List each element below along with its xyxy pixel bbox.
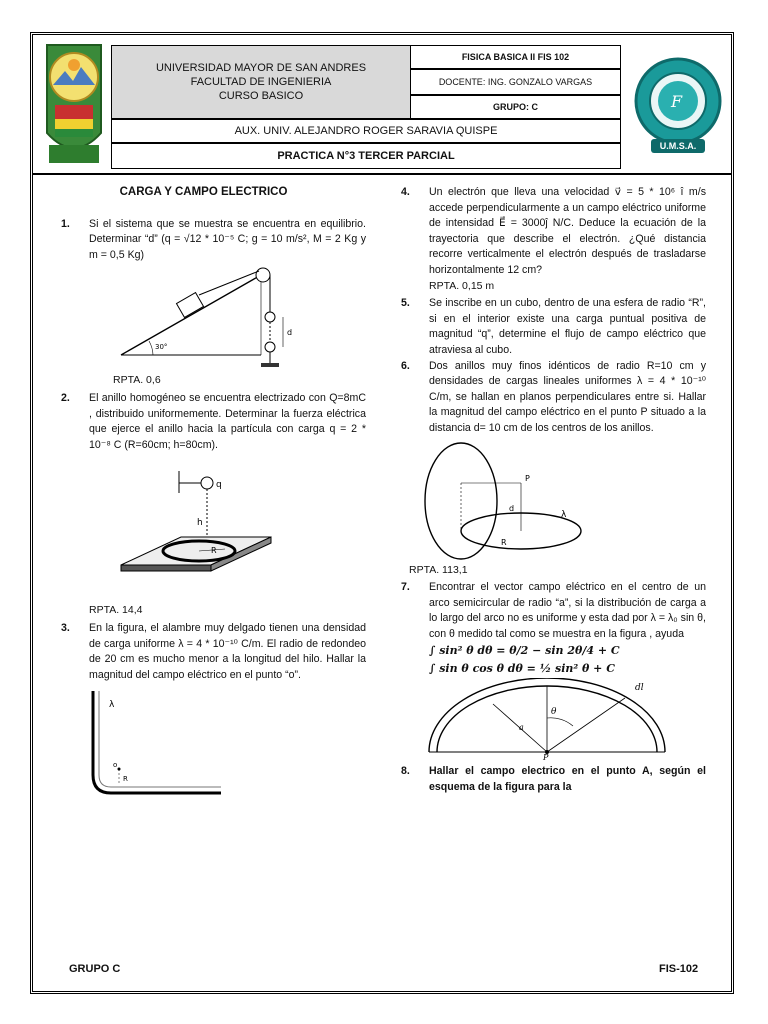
problem-6 xyxy=(401,359,706,437)
problem-text: Encontrar el vector campo eléctrico en el centro de un arco semicircular de radio “a”, si la distribución de carga a lo largo del arco no es uniforme y esta dad por λ = λ₀ sin θ, con θ medido tal como se muestra en la figura , ayuda xyxy=(429,581,706,640)
label-R: R xyxy=(501,537,507,547)
label-o: o xyxy=(113,761,118,770)
university-name: UNIVERSIDAD MAYOR DE SAN ANDRES xyxy=(155,62,367,74)
course-name: CURSO BASICO xyxy=(218,90,304,102)
section-title: CARGA Y CAMPO ELECTRICO xyxy=(119,186,288,198)
problem-3 xyxy=(61,621,366,683)
label-lambda: λ xyxy=(109,700,115,711)
faculty-name: FACULTAD DE INGENIERIA xyxy=(190,76,332,88)
label-R: R xyxy=(211,546,217,556)
formula-2: ∫ sin θ cos θ dθ = ½ sin² θ + C xyxy=(429,662,615,676)
perpendicular-rings-figure xyxy=(401,437,706,563)
problem-7 xyxy=(401,580,706,642)
umsa-crest-logo xyxy=(41,41,107,167)
label-d: d xyxy=(287,328,293,338)
problem-4 xyxy=(401,185,706,279)
problem-5 xyxy=(401,296,706,358)
right-column xyxy=(401,185,706,796)
logo-bottom-text: U.M.S.A. xyxy=(659,141,697,151)
page-frame xyxy=(30,32,734,994)
bent-wire-figure xyxy=(61,683,366,803)
charged-ring-figure xyxy=(61,453,366,603)
answer-4: RPTA. 0,15 m xyxy=(429,279,495,292)
problem-number: 8. xyxy=(401,765,410,778)
footer-group: GRUPO C xyxy=(69,963,121,975)
problem-1 xyxy=(61,217,366,264)
label-q: q xyxy=(216,480,222,491)
practice-title: PRACTICA N°3 TERCER PARCIAL xyxy=(111,143,621,169)
label-P: P xyxy=(543,753,549,761)
label-lambda: λ xyxy=(561,509,567,520)
problem-text: Dos anillos muy finos idénticos de radio R=10 cm y densidades de cargas lineales uniformes λ = 4 * 10⁻¹⁰ C/m, se hallan en planos perpendiculares entre si. Hallar la magnitud del campo eléctrico en el punto P situado a la distancia d= 10 cm de los centros de los anillos. xyxy=(429,359,706,434)
incline-pulley-figure xyxy=(61,263,366,373)
problem-number: 7. xyxy=(401,581,410,594)
problem-number: 2. xyxy=(61,391,70,404)
problem-number: 1. xyxy=(61,217,70,230)
footer-course-code: FIS-102 xyxy=(659,963,699,975)
left-column xyxy=(61,185,366,803)
problem-number: 5. xyxy=(401,297,410,310)
label-a: a xyxy=(519,723,524,733)
label-R: R xyxy=(123,775,128,784)
label-angle: 30° xyxy=(155,343,168,352)
label-d: d xyxy=(509,503,515,513)
answer-2: RPTA. 14,4 xyxy=(89,604,143,617)
problem-text: Se inscribe en un cubo, dentro de una esfera de radio “R”, si en el interior existe una carga puntual positiva de magnitud “q”, determine el flujo de campo eléctrico que atraviesa al cubo. xyxy=(429,297,706,356)
problem-text: Hallar el campo electrico en el punto A, según el esquema de la figura para la xyxy=(429,765,706,794)
teacher-cell: DOCENTE: ING. GONZALO VARGAS xyxy=(410,69,621,95)
problem-number: 3. xyxy=(61,621,70,634)
label-theta: θ xyxy=(551,707,557,718)
assistant-cell: AUX. UNIV. ALEJANDRO ROGER SARAVIA QUISPE xyxy=(111,119,621,143)
answer-1: RPTA. 0,6 xyxy=(113,374,161,387)
problem-text: Un electrón que lleva una velocidad v⃗ = 5 * 10⁶ î m/s accede perpendicularmente a un campo eléctrico uniforme de intensidad E⃗ = 3000ĵ N/C. Deduce la ecuación de la trayectoria que describe el electrón. ¿Qué distancia recorre verticalmente el electrón después de trasladarse horizontalmente 12 cm? xyxy=(429,186,706,276)
institution-block xyxy=(111,45,411,119)
problem-number: 4. xyxy=(401,186,410,198)
problem-8 xyxy=(401,764,706,795)
header xyxy=(33,35,731,175)
problem-text: En la figura, el alambre muy delgado tienen una densidad de carga uniforme λ = 4 * 10⁻¹⁰ C/m. El radio de redondeo de 20 cm es mucho menor a la longitud del hilo. Hallar la magnitud del campo eléctrico en el punto “o”. xyxy=(89,621,366,681)
problem-2 xyxy=(61,391,366,453)
label-dl: dl xyxy=(635,683,644,694)
semicircular-arc-figure xyxy=(401,678,706,760)
faculty-engineering-logo xyxy=(633,43,723,163)
answer-6: RPTA. 113,1 xyxy=(409,563,468,576)
formula-1: ∫ sin² θ dθ = θ/2 − sin 2θ/4 + C xyxy=(429,644,620,658)
label-P: P xyxy=(525,473,530,483)
problem-text: Si el sistema que se muestra se encuentra en equilibrio. Determinar “d” (q = √12 * 10⁻⁵ C; g = 10 m/s², M = 2 Kg y m = 0,5 Kg) xyxy=(89,217,366,261)
problem-text: El anillo homogéneo se encuentra electrizado con Q=8mC , distribuido uniformemente. Determinar la fuerza eléctrica que ejerce el anillo hacia la partícula con carga q = 2 * 10⁻⁸ C (R=60cm; h=80cm). xyxy=(89,391,366,451)
svg-text:F: F xyxy=(671,92,683,111)
problem-number: 6. xyxy=(401,359,410,372)
subject-cell: FISICA BASICA II FIS 102 xyxy=(410,45,621,69)
label-h: h xyxy=(197,518,203,529)
group-cell: GRUPO: C xyxy=(410,95,621,119)
